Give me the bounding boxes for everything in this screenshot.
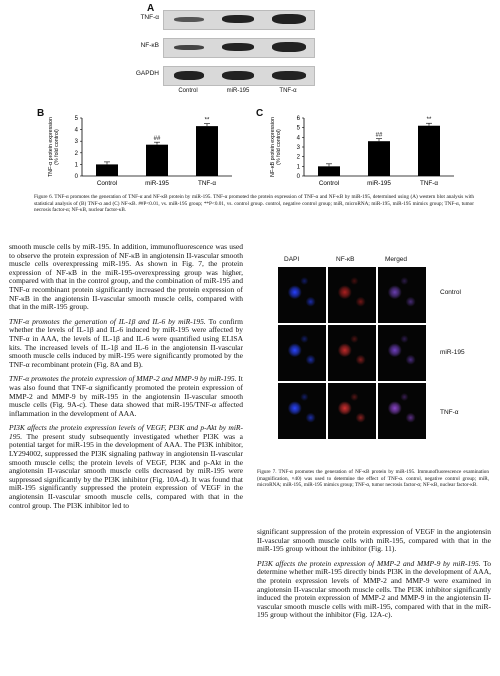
bar: [146, 145, 168, 176]
y-axis-label: NF-κB protein expression(% fold control): [270, 117, 282, 177]
figure-7-caption: Figure 7. TNF-α promotes the generation of NF-κB protein by miR-195. Immunofluorescence examination (magnification, ×40) was used to determine the effect of TNF-α. control, negative control group; miR, microRNA; miR-195, miR-195 mimics group; TNF-α, tumor necrosis factor-α; NF-κB, nuclear factor-κB.: [257, 469, 489, 488]
y-tick-label: 2: [74, 150, 78, 157]
x-tick-label: TNF-α: [198, 180, 216, 187]
y-tick-label: 5: [74, 116, 78, 122]
y-tick-label: 1: [296, 164, 300, 171]
micrograph-panel: [278, 325, 326, 381]
paragraph-text: To determine whether miR-195 directly binds PI3K in the development of AAA, the protein expression levels of MMP-2 and MMP-9 were examined in angiotensin II-vascular smooth muscle cells. The PI3K inhibitor significantly induced the protein expression of MMP-2 and MMP-9 in the angiotensin II-vascular smooth muscle cells with miR-195, compared with that in the miR-195 group without the inhibitor (Fig. 12A-c).: [257, 558, 491, 620]
micrograph-panel: [328, 267, 376, 323]
paragraph: [9, 424, 243, 510]
y-tick-label: 2: [296, 154, 300, 161]
micrograph-panel: [278, 267, 326, 323]
row-label-control: Control: [440, 289, 461, 296]
paragraph: [9, 318, 243, 370]
section-heading: PI3K affects the protein expression of MMP-2 and MMP-9 by miR-195.: [257, 558, 481, 568]
micrograph-panel: [328, 325, 376, 381]
x-tick-label: Control: [96, 180, 118, 187]
panel-a-letter: A: [147, 3, 155, 14]
right-column: [257, 528, 491, 626]
bar: [368, 141, 390, 176]
chart-nfkb-expression: [262, 110, 472, 192]
panel-b-letter: B: [37, 108, 45, 119]
y-axis-label: TNF-α protein expression(% fold control): [48, 117, 60, 177]
micrograph-panel: [278, 383, 326, 439]
lane-label-control: Control: [178, 88, 198, 94]
significance-label: **: [426, 117, 432, 124]
y-tick-label: 4: [296, 135, 300, 142]
blot-tnf: [163, 10, 315, 30]
blot-nfkb: [163, 38, 315, 58]
y-tick-label: 4: [74, 127, 78, 134]
paragraph: [257, 560, 491, 620]
bar: [96, 164, 118, 176]
section-heading: TNF-α promotes the generation of IL-1β and IL-6 by miR-195.: [9, 316, 206, 326]
y-tick-label: 0: [296, 174, 300, 180]
lane-label-tnf: TNF-α: [279, 88, 297, 94]
micrograph-panel: [378, 383, 426, 439]
paragraph: [9, 375, 243, 418]
left-column: [9, 243, 243, 516]
y-tick-label: 0: [74, 174, 78, 180]
y-tick-label: 3: [74, 139, 78, 146]
bar: [418, 126, 440, 176]
micrograph-panel: [378, 267, 426, 323]
paragraph-text: To confirm whether the levels of IL-1β and IL-6 induced by miR-195 were affected by TNF-α in AAA, the levels of IL-1β and IL-6 were quantified using ELISA kits. The increased levels of IL-1β and IL-6 in the angiotensin II-vascular smooth muscle cells induced by miR-195 were significantly promoted by the TNF-α recombinant protein (Fig. 8A and B).: [9, 316, 243, 369]
y-tick-label: 5: [296, 125, 300, 132]
paragraph-text: The present study subsequently investigated whether PI3K was a potential target for miR-195 in the development of AAA. The PI3K inhibitor, LY294002, suppressed the PI3K signaling pathway in angiotensin II-vascular smooth muscle cells; the protein levels of VEGF, PI3K and p-Akt in the angiotensin II-vascular smooth muscle cells decreased by miR-195 were suppressed significantly by the PI3K inhibitor (Fig. 10A-d). It was found that miR-195 significantly suppressed the protein expression of VEGF in the angiotensin II-vascular smooth muscle cells, compared with that in the control group. The PI3K inhibitor led to: [9, 431, 243, 510]
micrograph-panel: [378, 325, 426, 381]
y-tick-label: 3: [296, 145, 300, 151]
blot-label-tnf: TNF-α: [140, 14, 159, 21]
blot-gapdh: [163, 66, 315, 86]
x-tick-label: miR-195: [367, 180, 391, 187]
col-header-dapi: DAPI: [284, 256, 300, 263]
col-header-merged: Merged: [385, 256, 408, 263]
col-header-nfkb: NF-κB: [336, 256, 355, 263]
bar: [318, 166, 340, 176]
row-label-tnf: TNF-α: [440, 409, 459, 416]
significance-label: ##: [375, 132, 383, 139]
panel-c-letter: C: [256, 108, 264, 119]
x-tick-label: miR-195: [145, 180, 169, 187]
significance-label: ##: [153, 136, 161, 143]
x-tick-label: Control: [318, 180, 340, 187]
section-heading: TNF-α promotes the protein expression of MMP-2 and MMP-9 by miR-195.: [9, 374, 237, 384]
micrograph-panel: [328, 383, 376, 439]
blot-label-gapdh: GAPDH: [135, 70, 159, 77]
figure-6-caption: Figure 6. TNF-α promotes the generation of TNF-α and NF-κB protein by miR-195. TNF-α promoted the protein expression of TNF-α and NF-κB by miR-195, determined using (A) western blot analysis with statistical analysis of (B) TNF-α and (C) NF-κB. ##P<0.01, vs. miR-195 group; **P<0.01, vs. control group. control, negative control group; miR, microRNA; miR-195, miR-195 mimics group; TNF-α, tumor necrosis factor-α; NF-κB, nuclear factor-κB.: [34, 194, 474, 213]
paragraph-text: It was also found that TNF-α significantly promoted the protein expression of MMP-2 and MMP-9 by miR-195 in the angiotensin II-vascular smooth muscle cells (Fig. 9A-c). These data showed that miR-195/TNF-α affected inflammation in the development of AAA.: [9, 374, 243, 418]
x-tick-label: TNF-α: [420, 180, 438, 187]
significance-label: **: [204, 117, 210, 124]
y-tick-label: 6: [296, 116, 300, 122]
row-label-mir195: miR-195: [440, 349, 465, 356]
y-tick-label: 1: [74, 162, 78, 169]
paragraph: significant suppression of the protein expression of VEGF in the angiotensin II-vascular smooth muscle cells with miR-195, compared with that in the miR-195 group without the inhibitor (Fig. 11).: [257, 527, 491, 554]
paragraph: smooth muscle cells by miR-195. In addition, immunofluorescence was used to observe the protein expression of NF-κB in angiotensin II-vascular smooth muscle cells overexpressing miR-195. As shown in Fig. 7, the protein expression of NF-κB in the miR-195-overexpressing group was higher, compared with that in the control group, and the combination of miR-195 and TNF-α recombinant protein significantly increased the protein expression of NF-κB in the angiotensin II-vascular smooth muscle cells, compared with that in the miR-195 group.: [9, 242, 243, 312]
lane-label-mir195: miR-195: [226, 88, 250, 94]
chart-tnf-expression: [40, 110, 250, 192]
blot-label-nfkb: NF-κB: [140, 42, 159, 49]
section-heading: PI3K affects the protein expression levels of VEGF, PI3K and p-Akt by miR-195.: [9, 423, 243, 441]
bar: [196, 126, 218, 176]
